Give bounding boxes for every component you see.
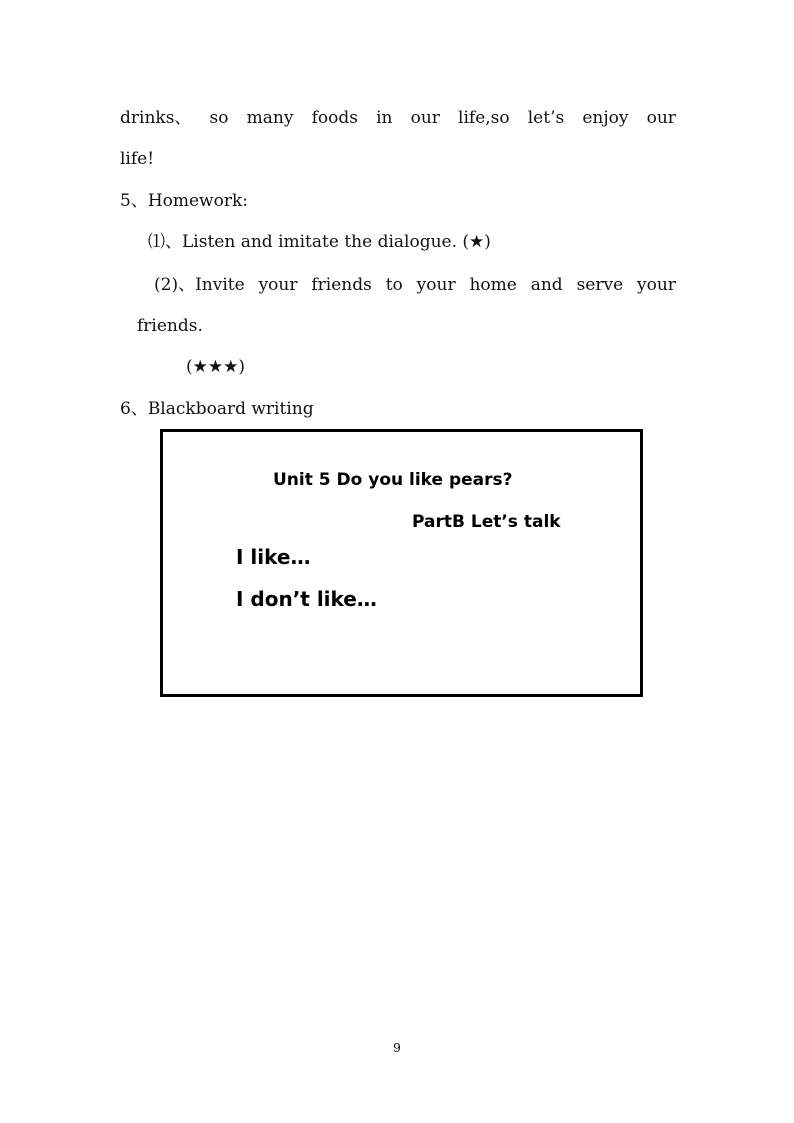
homework-item-2-word: serve bbox=[576, 275, 624, 295]
paragraph-word: let’s bbox=[527, 108, 565, 128]
homework-item-1: ⑴、Listen and imitate the dialogue. (★) bbox=[148, 232, 491, 252]
paragraph-word: drinks、 bbox=[120, 108, 192, 128]
homework-item-2-word: your bbox=[416, 275, 456, 295]
homework-item-2-word: (2)、Invite bbox=[154, 275, 245, 295]
blackboard-subtitle: PartB Let’s talk bbox=[412, 512, 561, 532]
homework-heading: 5、Homework: bbox=[120, 191, 248, 211]
homework-item-2-word: your bbox=[637, 275, 676, 295]
homework-item-2-word: home bbox=[469, 275, 517, 295]
homework-item-2-word: and bbox=[530, 275, 563, 295]
blackboard-line-dont-like: I don’t like… bbox=[236, 587, 377, 611]
paragraph-word: many bbox=[246, 108, 294, 128]
paragraph-word: our bbox=[646, 108, 676, 128]
homework-item-2-stars: (★★★) bbox=[186, 357, 245, 377]
homework-item-2-continued: friends. bbox=[137, 316, 203, 336]
paragraph-line-life: life! bbox=[120, 149, 155, 169]
paragraph-word: foods bbox=[311, 108, 358, 128]
paragraph-word: life,so bbox=[458, 108, 510, 128]
blackboard-box bbox=[160, 429, 643, 697]
homework-item-2-word: to bbox=[385, 275, 403, 295]
paragraph-word: enjoy bbox=[582, 108, 629, 128]
blackboard-heading: 6、Blackboard writing bbox=[120, 399, 314, 419]
paragraph-word: our bbox=[410, 108, 440, 128]
paragraph-word: so bbox=[209, 108, 229, 128]
paragraph-word: in bbox=[376, 108, 393, 128]
blackboard-line-like: I like… bbox=[236, 545, 311, 569]
homework-item-2 bbox=[154, 275, 676, 295]
homework-item-2-word: friends bbox=[311, 275, 372, 295]
paragraph-line-drinks bbox=[120, 108, 676, 128]
page-number: 9 bbox=[393, 1041, 401, 1055]
homework-item-2-word: your bbox=[258, 275, 298, 295]
blackboard-title: Unit 5 Do you like pears? bbox=[273, 470, 513, 490]
